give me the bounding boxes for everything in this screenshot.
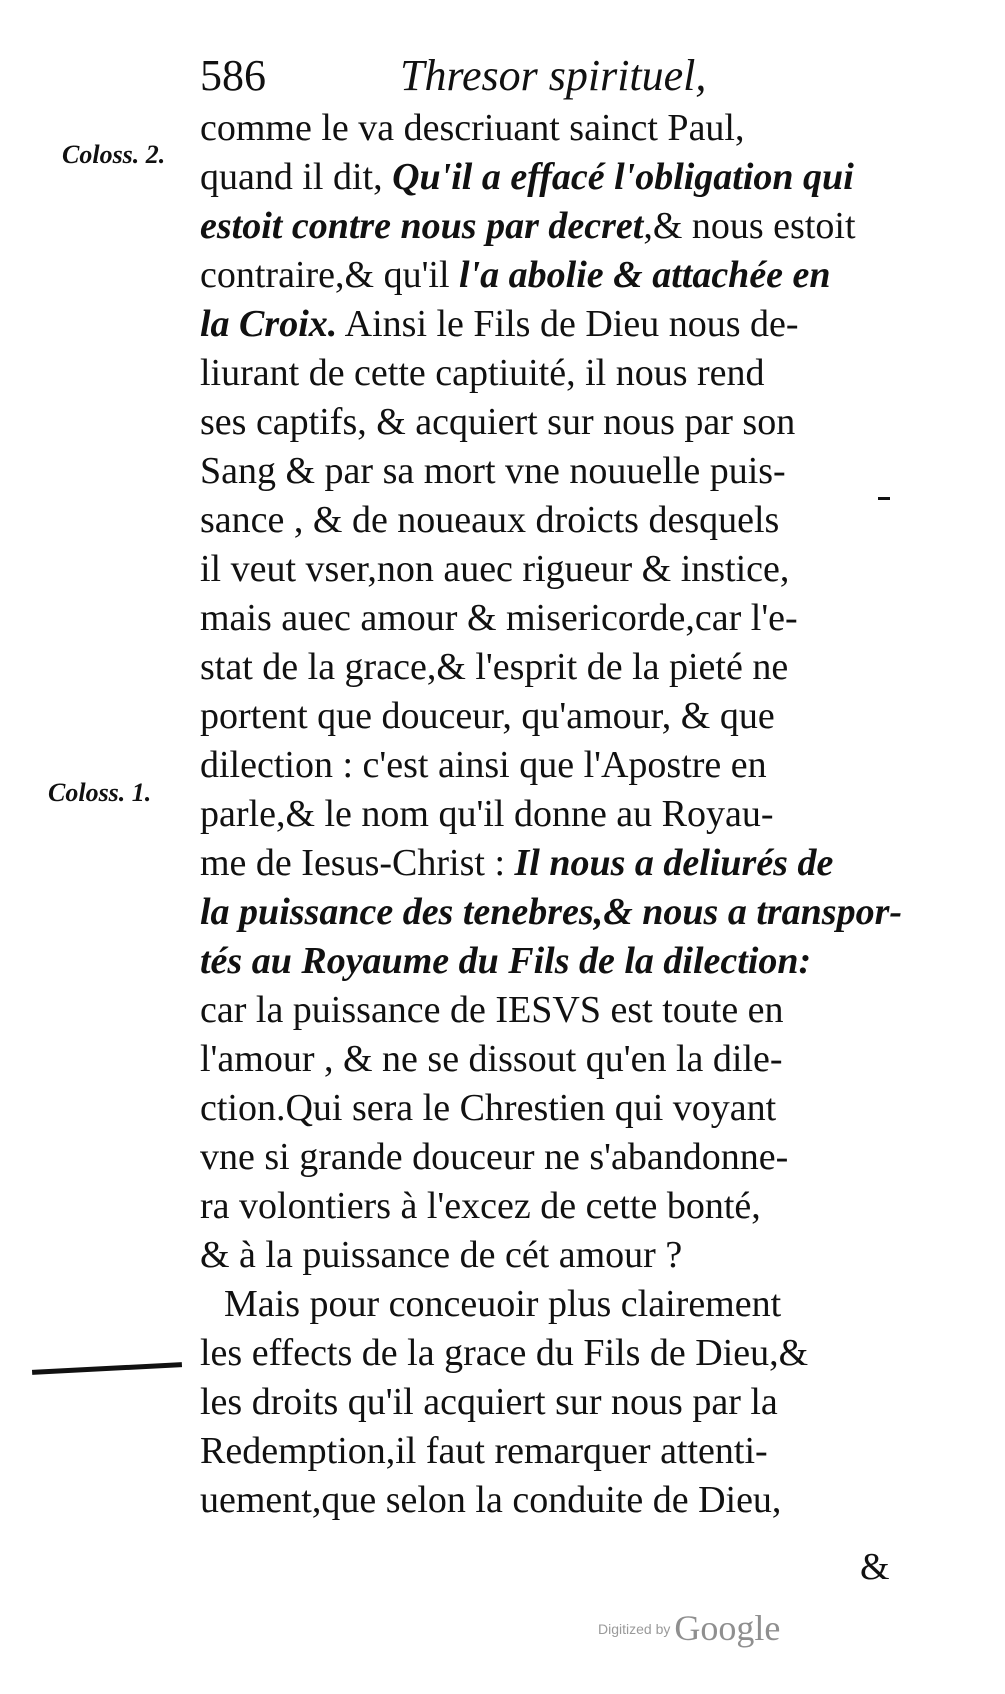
text-run: car la puissance de IESVS est toute en [200, 989, 784, 1031]
text-line [200, 1182, 900, 1231]
italic-quotation: tés au Royaume du Fils de la dilection: [200, 940, 812, 982]
text-run: mais auec amour & misericorde,car l'e- [200, 597, 798, 639]
text-run: ses captifs, & acquiert sur nous par son [200, 401, 796, 443]
ink-smudge [32, 1362, 182, 1375]
text-line [200, 839, 900, 888]
text-run: stat de la grace,& l'esprit de la pieté ne [200, 646, 789, 688]
text-line [200, 888, 903, 937]
text-line [200, 104, 900, 153]
text-run: il veut vser,non auec rigueur & instice, [200, 548, 790, 590]
text-line [200, 251, 900, 300]
italic-quotation: l'a abolie & attachée en [459, 254, 831, 296]
text-run: sance , & de noueaux droicts desquels [200, 499, 780, 541]
text-run: Mais pour conceuoir plus clairement [224, 1283, 782, 1325]
text-line [200, 545, 900, 594]
text-run: me de Iesus-Christ : [200, 842, 515, 884]
text-run: ra volontiers à l'excez de cette bonté, [200, 1185, 761, 1227]
text-run: vne si grande douceur ne s'abandonne- [200, 1136, 789, 1178]
scan-speck [878, 497, 890, 500]
text-run: portent que douceur, qu'amour, & que [200, 695, 775, 737]
italic-quotation: la Croix. [200, 303, 338, 345]
text-line [200, 398, 900, 447]
text-line [200, 153, 900, 202]
italic-quotation: Qu'il a effacé l'obligation qui [392, 156, 854, 198]
text-run: liurant de cette captiuité, il nous rend [200, 352, 765, 394]
text-line [200, 986, 900, 1035]
running-title: Thresor spirituel, [400, 51, 707, 100]
text-line [200, 496, 900, 545]
text-line [200, 300, 900, 349]
margin-note-coloss-1: Coloss. 1. [48, 778, 152, 807]
text-run: Ainsi le Fils de Dieu nous de- [337, 303, 799, 345]
google-logo: Google [674, 1608, 781, 1648]
body-text [200, 104, 903, 1525]
text-line [200, 1329, 900, 1378]
text-line [200, 741, 900, 790]
italic-quotation: estoit contre nous par decret [200, 205, 644, 247]
text-line [200, 594, 900, 643]
italic-quotation: la puissance des tenebres,& nous a transpor- [200, 891, 903, 933]
text-run: & à la puissance de cét amour ? [200, 1234, 683, 1276]
text-line [200, 1084, 900, 1133]
text-run: Redemption,il faut remarquer attenti- [200, 1430, 768, 1472]
text-run: les droits qu'il acquiert sur nous par la [200, 1381, 778, 1423]
digitized-by-label: Digitized by [598, 1621, 671, 1637]
text-line [200, 790, 900, 839]
text-line [200, 202, 900, 251]
text-line [200, 349, 900, 398]
margin-note-coloss-2: Coloss. 2. [62, 140, 166, 169]
text-line [200, 447, 900, 496]
text-run: parle,& le nom qu'il donne au Royau- [200, 793, 774, 835]
page-number: 586 [200, 51, 266, 100]
catchword: & [860, 1546, 890, 1588]
text-line [200, 1378, 900, 1427]
digitized-by-google-watermark [598, 1607, 780, 1649]
text-run: Sang & par sa mort vne nouuelle puis- [200, 450, 786, 492]
text-run: contraire,& qu'il [200, 254, 460, 296]
italic-quotation: Il nous a deliurés de [514, 842, 834, 884]
text-line [200, 1231, 900, 1280]
text-line [200, 1035, 900, 1084]
text-line [200, 1133, 900, 1182]
text-run: quand il dit, [200, 156, 393, 198]
text-line [200, 1427, 900, 1476]
text-run: dilection : c'est ainsi que l'Apostre en [200, 744, 767, 786]
text-run: l'amour , & ne se dissout qu'en la dile- [200, 1038, 783, 1080]
text-run: ,& nous estoit [643, 205, 856, 247]
text-run: comme le va descriuant sainct Paul, [200, 107, 745, 149]
text-run: ction.Qui sera le Chrestien qui voyant [200, 1087, 777, 1129]
text-line [200, 1280, 900, 1329]
text-run: uement,que selon la conduite de Dieu, [200, 1479, 782, 1521]
text-line [200, 937, 900, 986]
text-run: les effects de la grace du Fils de Dieu,& [200, 1332, 809, 1374]
text-line [200, 692, 900, 741]
text-line [200, 643, 900, 692]
text-line [200, 1476, 900, 1525]
